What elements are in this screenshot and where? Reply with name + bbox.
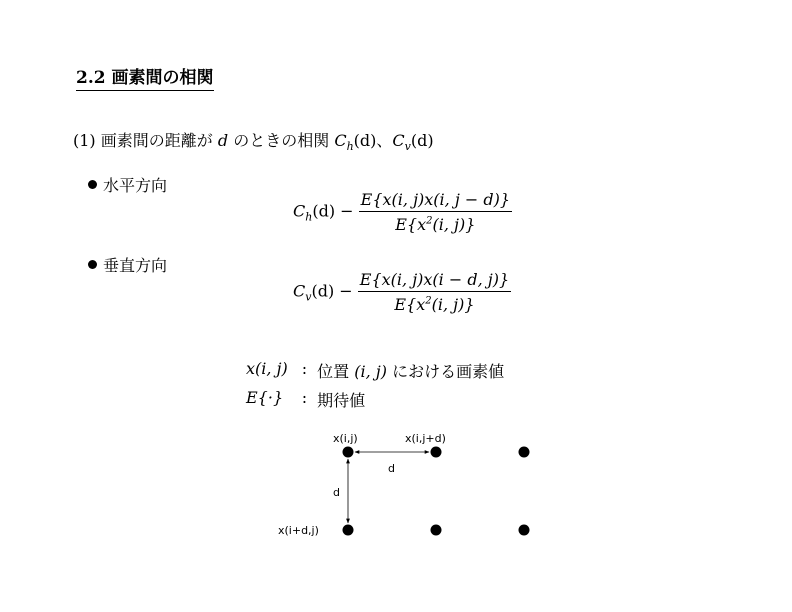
definition-desc-math: (i, j)	[354, 362, 387, 381]
label-vertical-d: d	[333, 486, 340, 499]
label-horizontal-d: d	[388, 462, 395, 475]
pixel-dot	[431, 525, 442, 536]
eq-v-den-sup: 2	[425, 295, 432, 307]
eq-h-lhs-arg: (d) −	[312, 201, 354, 221]
subsection-text2: のときの相関	[233, 131, 330, 150]
bullet-vertical-label: 垂直方向	[103, 256, 168, 275]
eq-h-lhs-sub: h	[305, 210, 313, 224]
definition-desc-a: 期待値	[317, 391, 366, 410]
eq-h-numerator: E{x(i, j)x(i, j − d)}	[359, 190, 512, 212]
subsection-ch: C	[334, 131, 347, 150]
pixel-dot	[431, 447, 442, 458]
pixel-dot	[519, 525, 530, 536]
definition-term: x(i, j)	[246, 359, 288, 378]
subsection-cv-arg: (d)	[410, 131, 434, 150]
definition-term: E{·}	[246, 388, 284, 407]
eq-v-lhs-sub: v	[305, 290, 312, 304]
subsection-var-d: d	[217, 131, 229, 150]
eq-v-lhs: C	[293, 281, 306, 301]
pixel-dot	[343, 447, 354, 458]
subsection-sep: 、	[376, 131, 393, 150]
definition-desc-a: 位置	[317, 362, 350, 381]
subsection-cv-sub: v	[404, 140, 411, 154]
pixel-dot	[519, 447, 530, 458]
subsection-number: (1)	[73, 131, 96, 150]
label-bottom-left: x(i+d,j)	[278, 524, 319, 537]
subsection-ch-sub: h	[346, 140, 354, 154]
subsection-text: 画素間の距離が	[100, 131, 213, 150]
definition-colon: :	[301, 359, 308, 378]
subsection-cv: C	[392, 131, 405, 150]
eq-h-den-post: (i, j)}	[432, 215, 476, 234]
eq-h-den-sup: 2	[426, 215, 433, 227]
definition-desc-b: における画素値	[392, 362, 505, 381]
pixel-dot	[343, 525, 354, 536]
section-title: 2.2 画素間の相関	[76, 63, 214, 91]
subsection-ch-arg: (d)	[353, 131, 377, 150]
eq-h-lhs: C	[293, 201, 306, 221]
label-top-left: x(i,j)	[333, 432, 358, 445]
eq-v-numerator: E{x(i, j)x(i − d, j)}	[358, 270, 511, 292]
bullet-horizontal-label: 水平方向	[103, 176, 168, 195]
eq-v-den-post: (i, j)}	[431, 295, 475, 314]
label-top-right: x(i,j+d)	[405, 432, 446, 445]
eq-v-den-pre: E{x	[394, 295, 426, 314]
eq-v-lhs-arg: (d) −	[311, 281, 353, 301]
definition-colon: :	[301, 388, 308, 407]
eq-h-den-pre: E{x	[395, 215, 427, 234]
